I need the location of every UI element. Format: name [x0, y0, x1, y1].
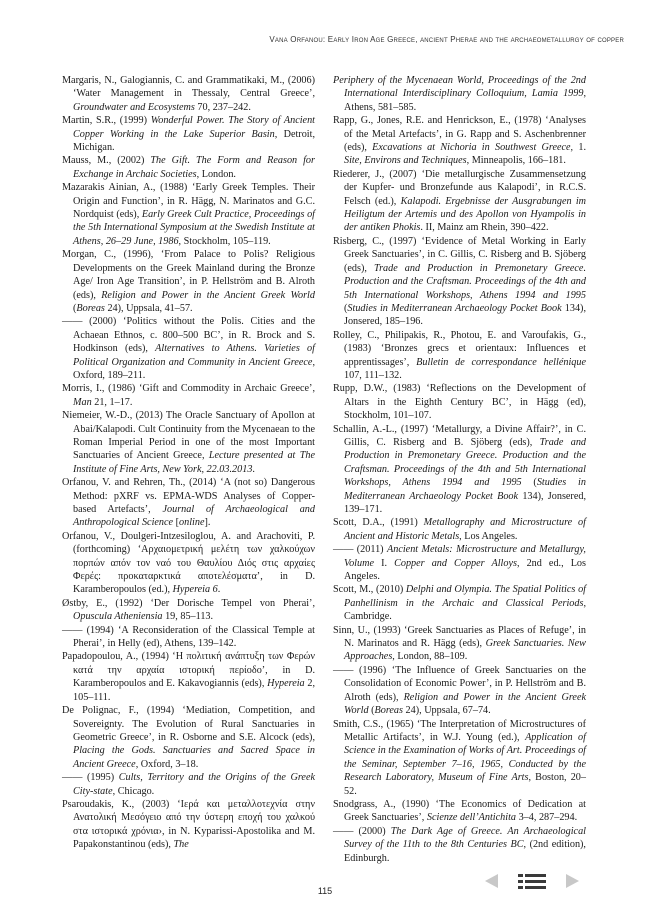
reference-entry: Rupp, D.W., (1983) ‘Reflections on the Development of Altars in the Eighth Century BC’, in Hägg (ed), Stockholm, 101–107.: [333, 383, 586, 422]
reference-entry: Psaroudakis, K., (2003) ‘Ιερά και μεταλλοτεχνία στην Ανατολική Μεσόγειο από την ύστερη εποχή του χαλκού στα ιστορικά χρόνια›, in N. Kyparissi-Apostolika and M. Papakonstantinou (eds), The: [62, 798, 315, 851]
header-title: Early Iron Age Greece, ancient Pherae and the archaeometallurgy of copper: [327, 35, 624, 44]
reference-entry: Rapp, G., Jones, R.E. and Henrickson, E., (1978) ‘Analyses of the Metal Artefacts’, in G. Rapp and S. Aschenbrenner (eds), Excavations at Nichoria in Southwest Greece, 1. Site, Environs and Techniques, Minneapolis, 166–181.: [333, 115, 586, 167]
next-page-button[interactable]: [562, 872, 582, 890]
page-number: 115: [317, 886, 333, 896]
reference-entry: Margaris, N., Galogiannis, C. and Grammatikaki, M., (2006) ‘Water Management in Thessaly, Central Greece’, Groundwater and Ecosystems 70, 237–242.: [62, 75, 315, 113]
reference-entry: Periphery of the Mycenaean World, Proceedings of the 2nd International Interdisciplinary Colloquium, Lamia 1999, Athens, 581–585.: [333, 75, 586, 113]
reference-entry: Scott, D.A., (1991) Metallography and Microstructure of Ancient and Historic Metals, Los Angeles.: [333, 517, 586, 542]
reference-entry: —— (2011) Ancient Metals: Microstructure and Metallurgy, Volume I. Copper and Copper Alloys, 2nd ed., Los Angeles.: [333, 544, 586, 583]
triangle-left-icon: [482, 872, 502, 890]
list-menu-icon: [518, 872, 548, 890]
reference-entry: —— (1996) ‘The Influence of Greek Sanctuaries on the Consolidation of Economic Power’, in P. Hellström and B. Alroth (eds), Religion and Power in the Ancient Greek World (Boreas 24), Uppsala, 67–74.: [333, 664, 586, 717]
page-navigation: [482, 872, 622, 892]
reference-entry: Rolley, C., Philipakis, R., Photou, E. and Varoufakis, G., (1983) ‘Bronzes grecs et orientaux: Influences et apprentissages’, Bulletin de correspondance hellénique 107, 111–132.: [333, 329, 586, 381]
reference-entry: Østby, E., (1992) ‘Der Dorische Tempel von Pherai’, Opuscula Atheniensia 19, 85–113.: [62, 597, 315, 623]
header-author: Vana Orfanou: [269, 35, 323, 44]
reference-entry: —— (1995) Cults, Territory and the Origins of the Greek City-state, Chicago.: [62, 772, 315, 797]
reference-entry: Mauss, M., (2002) The Gift. The Form and Reason for Exchange in Archaic Societies, London.: [62, 155, 315, 180]
reference-entry: Papadopoulou, A., (1994) ‘Η πολιτική ανάπτυξη των Φερών κατά την αρχαία ιστορική περίοδο’, in D. Karamberopoulos and E. Kakavogiannis (eds), Hypereia 2, 105–111.: [62, 651, 316, 703]
reference-entry: Schallin, A.-L., (1997) ‘Metallurgy, a Divine Affair?’, in C. Gillis, C. Risberg and B. Sjöberg (eds), Trade and Production in Premonetary Greece. Production and the Craftsman. Proceedings of the 4th and 5th International Workshops, Athens 1994 and 1995 (Studies in Mediterranean Archaeology Pocket Book 134), Jonsered, 139–171.: [333, 423, 587, 515]
reference-entry: Orfanou, V., Doulgeri-Intzesiloglou, A. and Arachoviti, P. (forthcoming) ‘Αρχαιομετρική μελέτη των χαλκούχων πορπών απόν τον ναό του Θαυλίου Διός στις αρχαίες Φερές: προκαταρκτικά αποτελέσματα’, in D. Karamberopoulos (ed.), Hypereia 6.: [62, 530, 315, 596]
header-separator: :: [322, 35, 328, 44]
reference-entry: De Polignac, F., (1994) ‘Mediation, Competition, and Sovereignty. The Evolution of Rural Sanctuaries in Geometric Greece’, in R. Osborne and S.E. Alcock (eds), Placing the Gods. Sanctuaries and Sacred Space in Ancient Greece, Oxford, 3–18.: [62, 705, 315, 770]
reference-entry: —— (2000) ‘Politics without the Polis. Cities and the Achaean Ethnos, c. 800–500 BC’, in R. Brock and S. Hodkinson (eds), Alternatives to Athens. Varieties of Political Organization and Community in Ancient Greece, Oxford, 189–211.: [62, 316, 315, 381]
reference-entry: Sinn, U., (1993) ‘Greek Sanctuaries as Places of Refuge’, in N. Marinatos and R. Hägg (eds), Greek Sanctuaries. New Approaches, London, 88–109.: [333, 624, 586, 663]
reference-entry: Martin, S.R., (1999) Wonderful Power. The Story of Ancient Copper Working in the Lake Superior Basin, Detroit, Michigan.: [62, 115, 315, 154]
references-column-right: [333, 74, 586, 865]
reference-entry: Snodgrass, A., (1990) ‘The Economics of Dedication at Greek Sanctuaries’, Scienze dell’Antichita 3–4, 287–294.: [333, 798, 586, 824]
triangle-right-icon: [562, 872, 582, 890]
reference-entry: Mazarakis Ainian, A., (1988) ‘Early Greek Temples. Their Origin and Function’, in R. Hägg, N. Marinatos and G.C. Nordquist (eds), Early Greek Cult Practice, Proceedings of the 5th International Symposium at the Swedish Institute at Athens, 26–29 June, 1986, Stockholm, 105–119.: [62, 182, 315, 247]
reference-entry: Morgan, C., (1996), ‘From Palace to Polis? Religious Developments on the Greek Mainland during the Bronze Age/ Iron Age Transition’, in P. Hellström and B. Alroth (eds), Religion and Power in the Ancient Greek World (Boreas 24), Uppsala, 41–57.: [62, 249, 315, 314]
reference-entry: Smith, C.S., (1965) ‘The Interpretation of Microstructures of Metallic Artifacts’, in W.J. Young (ed.), Application of Science in the Examination of Works of Art. Proceedings of the Seminar, September 7–16, 1965, Conducted by the Research Laboratory, Museum of Fine Arts, Boston, 20–52.: [333, 718, 586, 797]
reference-entry: —— (2000) The Dark Age of Greece. An Archaeological Survey of the 11th to the 8th Centuries BC, (2nd edition), Edinburgh.: [333, 825, 586, 864]
references-column-left: [62, 74, 315, 852]
reference-entry: Niemeier, W.-D., (2013) The Oracle Sanctuary of Apollon at Abai/Kalapodi. Cult Continuity from the Mycenaean to the Roman Imperial Period in one of the most Important Sanctuaries of Ancient Greece, Lecture presented at The Institute of Fine Arts, New York, 22.03.2013.: [62, 410, 315, 475]
previous-page-button[interactable]: [482, 872, 502, 890]
reference-entry: Riederer, J., (2007) ‘Die metallurgische Zusammensetzung der Kupfer- und Bronzefunde aus Kalapodi’, in R.C.S. Felsch (ed.), Kalapodi. Ergebnisse der Ausgrabungen im Heiligtum der Artemis und des Apollon von Hyampolis in der antiken Phokis. II, Mainz am Rhein, 390–422.: [333, 168, 587, 234]
reference-entry: Orfanou, V. and Rehren, Th., (2014) ‘A (not so) Dangerous Method: pXRF vs. EPMA-WDS Analyses of Copper-based Artefacts’, Journal of Archaeological and Anthropological Science [online].: [62, 477, 315, 529]
reference-entry: Risberg, C., (1997) ‘Evidence of Metal Working in Early Greek Sanctuaries’, in C. Gillis, C. Risberg and B. Sjöberg (eds), Trade and Production in Premonetary Greece. Production and the Craftsman. Proceedings of the 4th and 5th International Workshops, Athens 1994 and 1995 (Studies in Mediterranean Archaeology Pocket Book 134), Jonsered, 185–196.: [333, 235, 587, 328]
reference-entry: —— (1994) ‘A Reconsideration of the Classical Temple at Pherai’, in Helly (ed), Athens, 139–142.: [62, 624, 315, 650]
reference-entry: Scott, M., (2010) Delphi and Olympia. The Spatial Politics of Panhellinism in the Archaic and Classical Periods, Cambridge.: [333, 584, 586, 623]
running-header: [269, 35, 624, 44]
reference-entry: Morris, I., (1986) ‘Gift and Commodity in Archaic Greece’, Man 21, 1–17.: [62, 383, 315, 408]
contents-menu-button[interactable]: [518, 872, 548, 890]
